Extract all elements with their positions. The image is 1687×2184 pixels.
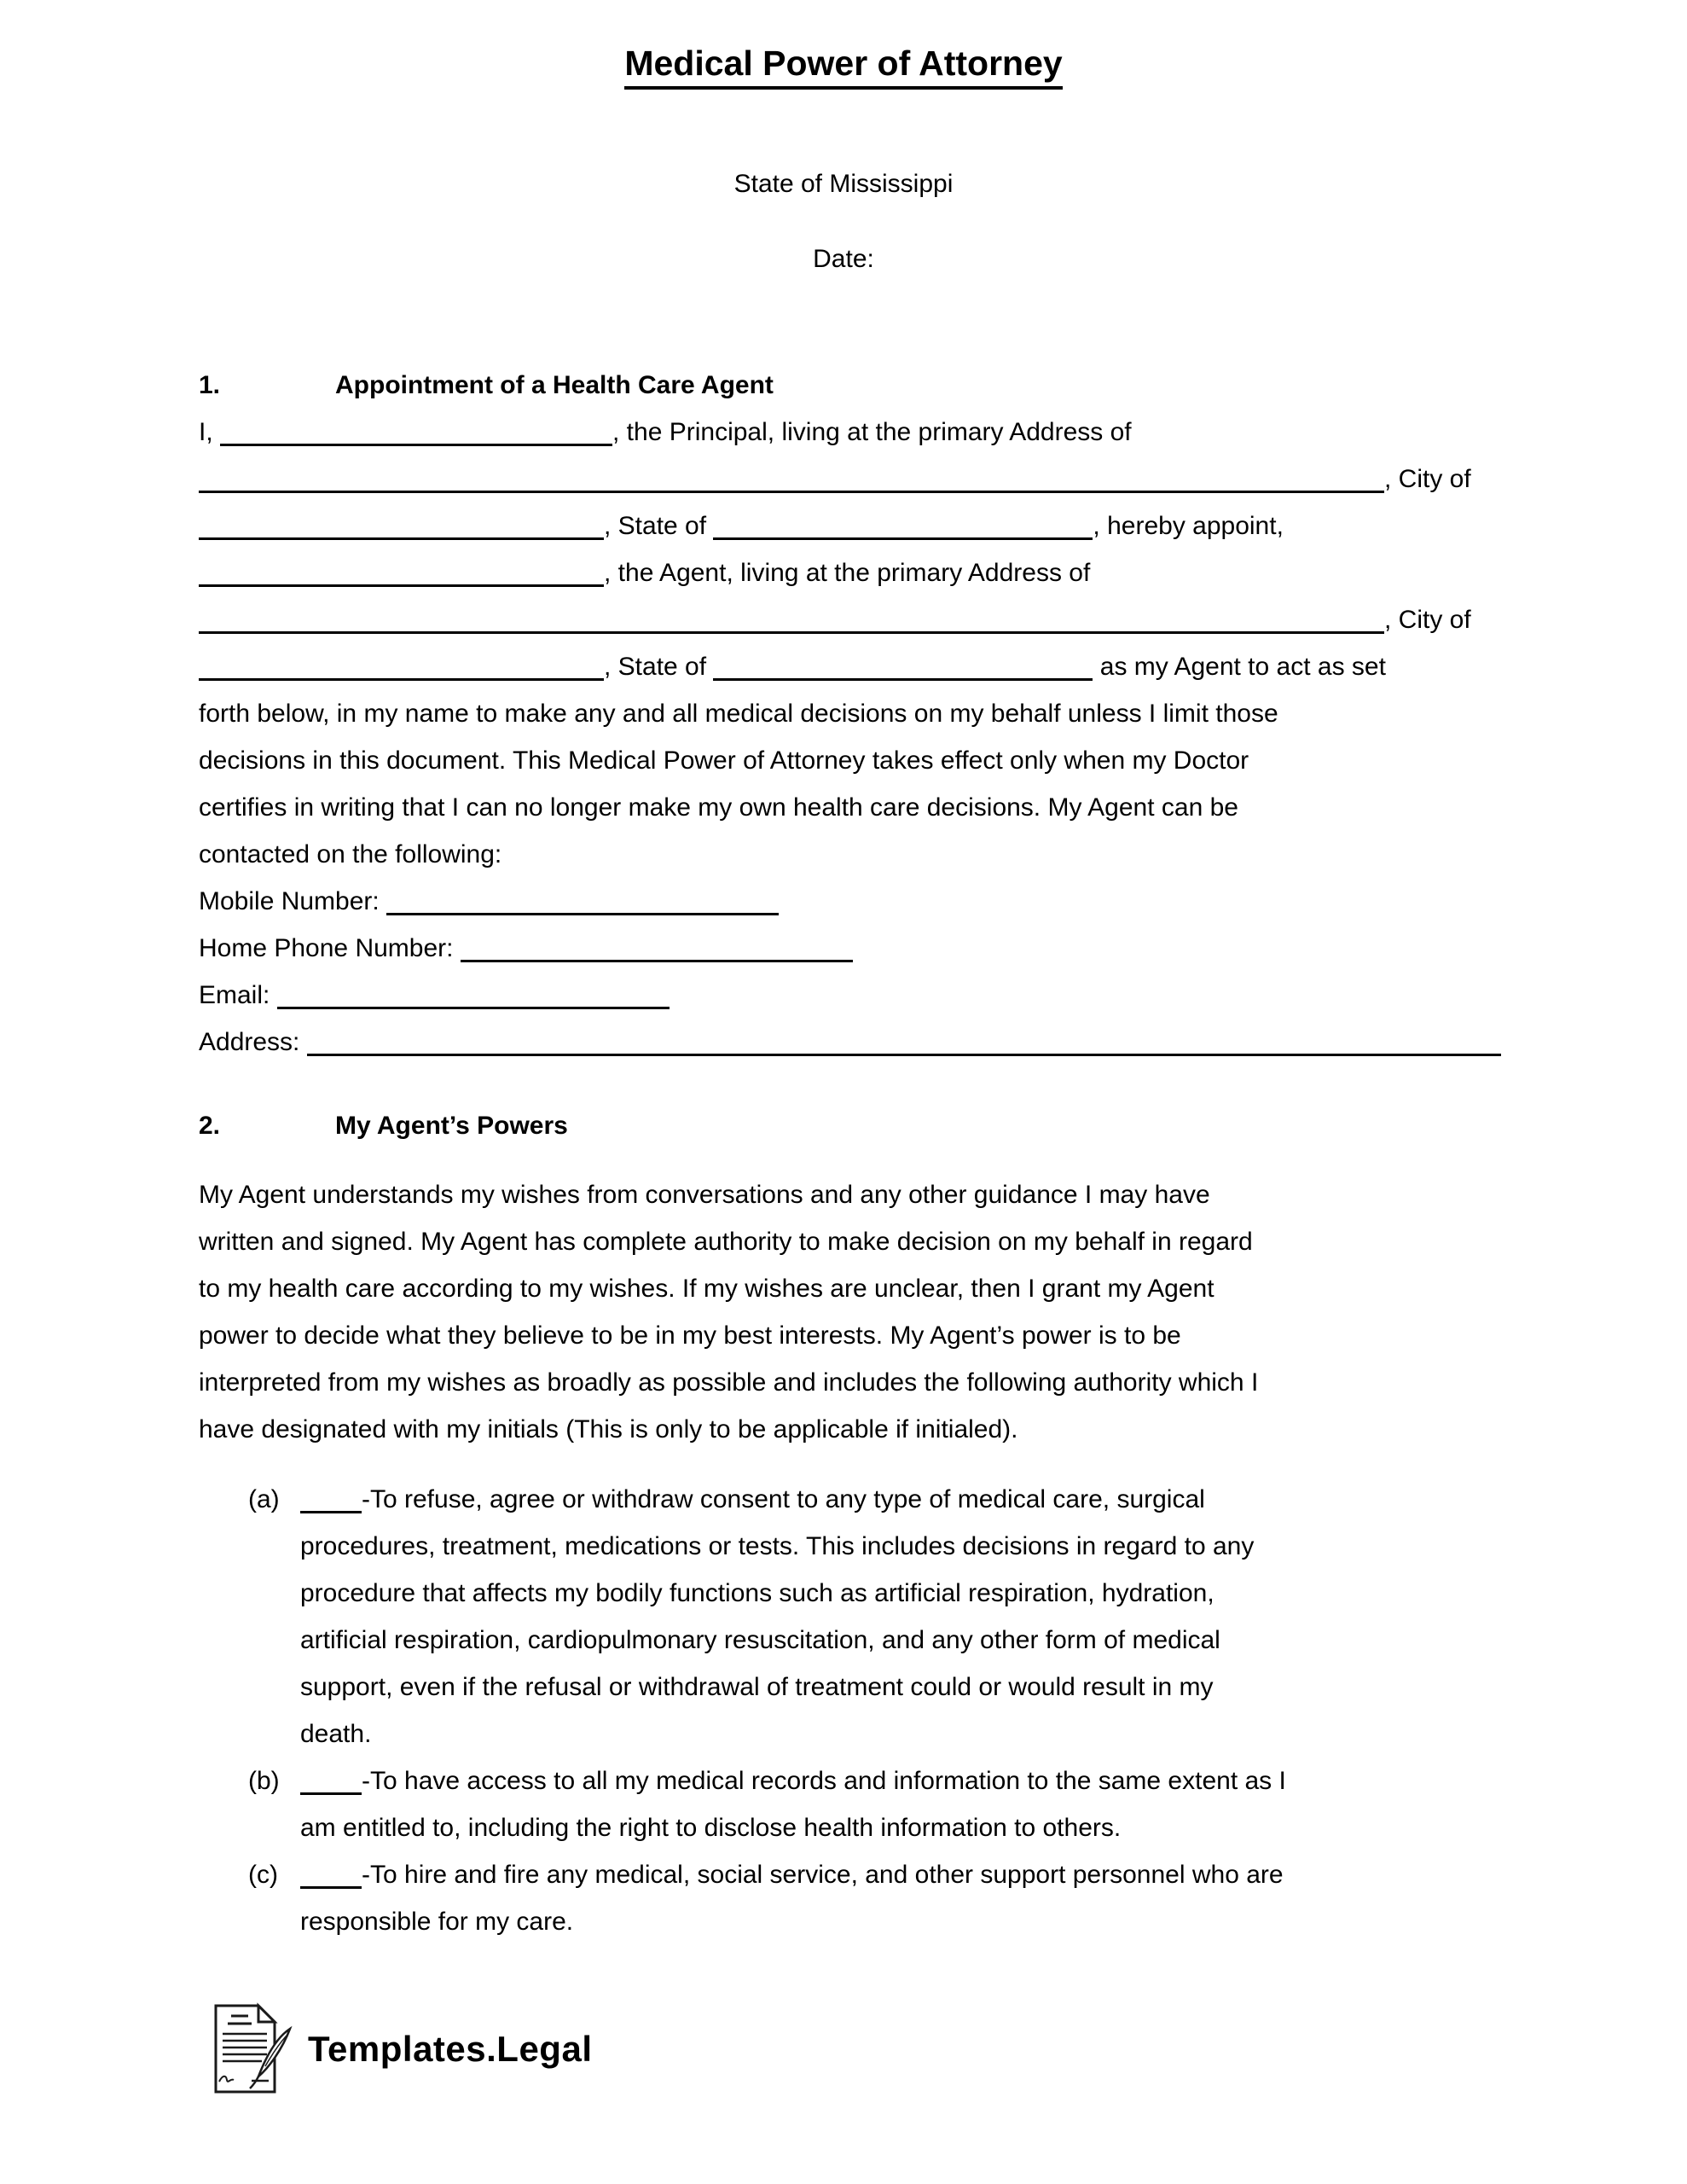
blank-field[interactable] [277,981,670,1009]
section1-heading [199,362,1501,409]
form-line [199,502,1501,549]
line-text: death. [300,1720,372,1748]
brand-name: Templates.Legal [308,2029,593,2069]
form-line [300,1570,1254,1617]
form-line [199,925,1501,972]
blank-field[interactable] [713,512,1093,540]
form-line [199,784,1501,831]
form-line [199,456,1501,502]
form-line [300,1757,1286,1804]
section-agent-powers [199,1102,1286,1945]
form-line [199,1359,1286,1406]
line-text: am entitled to, including the right to disclose health information to others. [300,1814,1122,1842]
section2-paragraph [199,1171,1286,1453]
line-text: interpreted from my wishes as broadly as possible and includes the following authority which I [199,1368,1259,1397]
item-body [300,1757,1286,1851]
form-line [199,878,1501,925]
form-line [300,1804,1286,1851]
brand-footer [207,2001,593,2097]
line-text: written and signed. My Agent has complete authority to make decision on my behalf in regard [199,1228,1253,1256]
line-text: -To hire and fire any medical, social service, and other support personnel who are [362,1861,1284,1889]
section2-number: 2. [199,1112,221,1140]
line-text: , hereby appoint, [1093,512,1284,540]
line-text: support, even if the refusal or withdrawal of treatment could or would result in my [300,1673,1214,1701]
line-text: as my Agent to act as set [1093,653,1386,681]
blank-field[interactable] [300,1861,362,1889]
form-line [199,643,1501,690]
blank-field[interactable] [199,653,604,681]
blank-field[interactable] [199,465,1384,493]
form-line [300,1711,1254,1757]
line-text: , State of [604,512,714,540]
blank-field[interactable] [307,1028,1501,1056]
section2-heading [199,1102,1286,1149]
line-text: , the Agent, living at the primary Address of [604,559,1091,587]
form-line [300,1523,1254,1570]
form-line [199,1312,1286,1359]
blank-field[interactable] [220,418,612,446]
line-text: procedures, treatment, medications or tests. This includes decisions in regard to any [300,1532,1255,1560]
line-text: Home Phone Number: [199,934,461,962]
form-line [199,1406,1286,1453]
form-line [199,409,1501,456]
line-text: have designated with my initials (This is only to be applicable if initialed). [199,1415,1018,1443]
form-line [199,1218,1286,1265]
line-text: forth below, in my name to make any and all medical decisions on my behalf unless I limit those [199,700,1278,728]
state-subtitle: State of Mississippi [733,170,954,198]
blank-field[interactable] [199,512,604,540]
item-body [300,1851,1284,1945]
section-appointment [199,362,1501,1066]
item-marker: (a) [248,1485,280,1513]
item-marker: (c) [248,1861,278,1889]
section1-body [199,409,1501,1066]
line-text: procedure that affects my bodily functions such as artificial respiration, hydration, [300,1579,1215,1607]
form-line [199,549,1501,596]
line-text: -To refuse, agree or withdraw consent to any type of medical care, surgical [362,1485,1205,1513]
form-line [199,596,1501,643]
authority-item [199,1851,1286,1945]
line-text: artificial respiration, cardiopulmonary resuscitation, and any other form of medical [300,1626,1220,1654]
line-text: -To have access to all my medical records and information to the same extent as I [362,1767,1286,1795]
form-line [300,1476,1254,1523]
line-text: decisions in this document. This Medical Power of Attorney takes effect only when my Doctor [199,746,1249,775]
blank-field[interactable] [199,559,604,587]
line-text: I, [199,418,221,446]
form-line [199,737,1501,784]
line-text: power to decide what they believe to be in my best interests. My Agent’s power is to be [199,1321,1181,1350]
section2-title: My Agent’s Powers [335,1112,568,1140]
line-text: , City of [1384,465,1471,493]
form-line [199,690,1501,737]
item-marker: (b) [248,1767,280,1795]
page-title [0,38,1687,89]
line-text: Email: [199,981,277,1009]
section1-title: Appointment of a Health Care Agent [335,371,774,399]
line-text: responsible for my care. [300,1908,574,1936]
document-quill-icon [207,2001,296,2097]
blank-field[interactable] [386,887,779,915]
form-line [199,1265,1286,1312]
authority-item [199,1476,1286,1757]
form-line [300,1898,1284,1945]
line-text: contacted on the following: [199,840,502,868]
authority-item [199,1757,1286,1851]
line-text: , the Principal, living at the primary Address of [612,418,1132,446]
form-line [199,831,1501,878]
line-text: to my health care according to my wishes. If my wishes are unclear, then I grant my Agent [199,1275,1215,1303]
blank-field[interactable] [199,606,1384,634]
form-line [199,1019,1501,1066]
line-text: Address: [199,1028,307,1056]
blank-field[interactable] [300,1767,362,1795]
line-text: , State of [604,653,714,681]
item-body [300,1476,1254,1757]
section2-item-list [199,1476,1286,1945]
form-line [199,1171,1286,1218]
page-title-text: Medical Power of Attorney [624,44,1062,90]
form-line [300,1664,1254,1711]
blank-field[interactable] [461,934,853,962]
section1-number: 1. [199,371,221,399]
form-line [300,1851,1284,1898]
blank-field[interactable] [713,653,1093,681]
form-line [300,1617,1254,1664]
line-text: Mobile Number: [199,887,387,915]
form-line [199,972,1501,1019]
blank-field[interactable] [300,1485,362,1513]
date-label: Date: [813,245,874,273]
line-text: certifies in writing that I can no longer make my own health care decisions. My Agent can be [199,793,1238,822]
line-text: My Agent understands my wishes from conversations and any other guidance I may have [199,1181,1210,1209]
line-text: , City of [1384,606,1471,634]
